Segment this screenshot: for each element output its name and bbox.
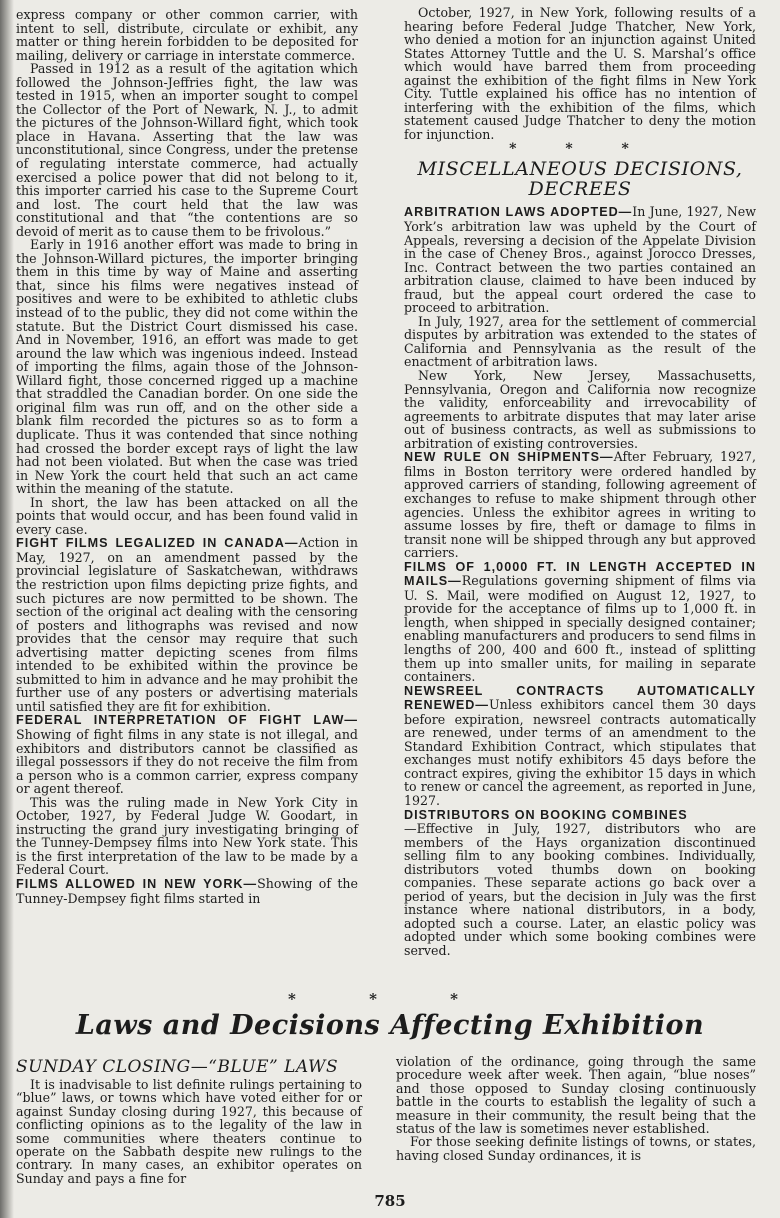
bottom-left-column: [16, 1057, 362, 1185]
section-title: [404, 159, 756, 199]
entry-federal: [16, 713, 358, 795]
sunday-closing-heading: SUNDAY CLOSING—“BLUE” LAWS: [16, 1057, 339, 1077]
main-section-title: Laws and Decisions Affecting Exhibition: [75, 1010, 705, 1041]
paragraph: Early in 1916 another effort was made to bring in the Johnson-Willard pictures, the importer bringing them in this time by way of Maine and asserting that, since his films were negatives instead of positives and were to be exhibited to athletic clubs instead of to the public, they did not come within the statute. But the District Court dismissed his case. And in November, 1916, an effort was made to get around the law which was ingenious indeed. Instead of importing the films, again those of the Johnson-Willard fight, those concerned rigged up a machine that straddled the Canadian border. On one side the original film was run off, and on the other side a blank film recorded the pictures so as to form a duplicate. Thus it was contended that since nothing had crossed the border except rays of light the law had not been violated. But when the case was tried in New York the court held that such an act came within the meaning of the statute.: [16, 237, 358, 497]
paragraph: This was the ruling made in New York City in October, 1927, by Federal Judge W. Goodart, in instructing the grand jury investigating bringing of the Tunney-Dempsey films into New York state. This is the first interpretation of the law to be made by a Federal Court.: [16, 794, 358, 878]
left-column: [16, 8, 358, 905]
paragraph: express company or other common carrier, with intent to sell, distribute, circulate or exhibit, any matter or thing herein forbidden to be deposited for mailing, delivery or carriage in interstate commerce.: [16, 7, 358, 63]
entry-canada: [16, 536, 358, 713]
paragraph: New York, New Jersey, Massachusetts, Pennsylvania, Oregon and California now recognize the validity, enforceability and irrevocability of agreements to arbitrate disputes that may later arise out of business contracts, as well as submissions to arbitration of existing controversies.: [404, 368, 756, 451]
entry-newsreel: [404, 684, 756, 808]
paragraph: Passed in 1912 as a result of the agitation which followed the Johnson-Jeffries fight, the law was tested in 1915, when an importer sought to compel the Collector of the Port of Newark, N. J., to admit the pictures of the Johnson-Willard fight, which took place in Havana. Asserting that the law was unconstitutional, since Congress, under the pretense of regulating interstate commerce, had actually exercised a police power that did not belong to it, this importer carried his case to the Supreme Court and lost. The court held that the law was constitutional and that “the contentions are so devoid of merit as to cause them to be frivolous.”: [16, 61, 358, 239]
entry-films-mail: [404, 560, 756, 684]
paragraph: It is inadvisable to list definite rulings pertaining to “blue” laws, or towns which have voted either for or against Sunday closing during 1927, this because of conflicting opinions as to the legality of the law in some communities where theaters continue to operate on the Sabbath despite new rulings to the contrary. In many cases, an exhibitor operates on Sunday and pays a fine for: [16, 1077, 362, 1186]
entry-text: Showing of fight films in any state is not illegal, and exhibitors and distributors cannot be classified as illegal possessors if they do not receive the film from a person who is a common carrier, express company or agent thereof.: [16, 726, 358, 797]
entry-text: Unless exhibitors cancel them 30 days before expiration, newsreel contracts automatically are renewed, under terms of an amendment to the Standard Exhibition Contract, which stipulates that exchanges must notify exhibitors 45 days before the contract expires, giving the exhibitor 15 days in which to renew or cancel the agreement, as reported in June, 1927.: [404, 697, 756, 808]
entry-distributors: [404, 808, 756, 958]
entry-text: In June, 1927, New York’s arbitration law was upheld by the Court of Appeals, reversing a decision of the Appelate Division in the case of Cheney Bros., against Jorocco Dresses, Inc. Contract between the two parties contained an arbitration clause, claimed to have been induced by fraud, but the appeal court ordered the case to proceed to arbitration.: [404, 204, 756, 316]
paragraph: For those seeking definite listings of towns, or states, having closed Sunday ordinances, it is: [396, 1134, 756, 1163]
entry-shipments: [404, 450, 756, 559]
main-divider-stars: * * *: [288, 990, 492, 1008]
entry-new-york: [16, 877, 358, 905]
section-title-line: MISCELLANEOUS DECISIONS,: [417, 158, 743, 181]
paragraph: In July, 1927, area for the settlement of commercial disputes by arbitration was extended to the states of California and Pennsylvania as the result of the enactment of arbitration laws.: [404, 313, 756, 370]
entry-heading: FILMS ALLOWED IN NEW YORK—: [16, 877, 258, 891]
page-number: 785: [374, 1192, 406, 1210]
right-column: [404, 6, 756, 958]
section-title-line: DECREES: [528, 178, 632, 201]
bottom-right-column: [396, 1055, 756, 1162]
entry-text: After February, 1927, films in Boston territory were ordered handled by approved carriers of standing, following agreement of exchanges to refuse to make shipment through other agencies. Unless the exhibitor agrees in writing to assume losses by fire, theft or damage to films in transit none will be shipped through any but approved carriers.: [404, 449, 757, 561]
section-divider-stars: * * *: [509, 141, 651, 158]
entry-text: —Effective in July, 1927, distributors who are members of the Hays organization discontinued selling film to any booking combines. Individually, distributors voted thumbs down on booking companies. These separate actions go back over a period of years, but the decision in July was the first instance where national distributors, in a body, adopted such a course. Later, an elastic policy was adopted under which some booking combines were served.: [404, 821, 756, 958]
entry-text: Action in May, 1927, on an amendment passed by the provincial legislature of Saskatchewan, withdraws the restriction upon films depicting prize fights, and such pictures are now permitted to be shown. The section of the original act dealing with the censoring of posters and lithographs was revised and now provides that the censor may require that such advertising matter depicting scenes from films intended to be exhibited within the province be submitted to him in advance and he may prohibit the further use of any posters or advertising materials until satisfied they are fit for exhibition.: [16, 535, 358, 714]
entry-heading: FEDERAL INTERPRETATION OF FIGHT LAW—: [16, 713, 358, 728]
entry-arbitration: [404, 205, 756, 314]
entry-heading: NEWSREEL CONTRACTS AUTOMATICALLY RENEWED—: [404, 683, 756, 713]
entry-heading: FIGHT FILMS LEGALIZED IN CANADA—: [16, 536, 299, 551]
entry-text: Showing of the Tunney-Dempsey fight films started in: [16, 876, 358, 906]
entry-heading: DISTRIBUTORS ON BOOKING COMBINES: [404, 807, 688, 822]
paragraph: In short, the law has been attacked on all the points that would occur, and has been found valid in every case.: [16, 494, 358, 537]
entry-heading: ARBITRATION LAWS ADOPTED—: [404, 205, 633, 220]
entry-heading: FILMS OF 1,0000 FT. IN LENGTH ACCEPTED IN MAILS—: [404, 559, 756, 589]
paragraph: violation of the ordinance, going through the same procedure week after week. Then again, “blue noses” and those opposed to Sunday closing continuously battle in the courts to establish the legality of such a measure in their community, the result being that the status of the law is sometimes never established.: [396, 1054, 756, 1137]
paragraph: October, 1927, in New York, following results of a hearing before Federal Judge Thatcher, New York, who denied a motion for an injunction against United States Attorney Tuttle and the U. S. Marshal’s office which would have barred them from proceeding against the exhibition of the fight films in New York City. Tuttle explained his office has no intention of interfering with the exhibition of the films, which statement caused Judge Thatcher to deny the motion for injunction.: [404, 5, 756, 142]
entry-heading: NEW RULE ON SHIPMENTS—: [404, 450, 614, 465]
entry-text: Regulations governing shipment of films via U. S. Mail, were modified on August 12, 1927, to provide for the acceptance of films up to 1,000 ft. in length, when shipped in specially designed container; enabling manufacturers and producers to send films in lengths of 200, 400 and 600 ft., instead of splitting them up into smaller units, for mailing in separate containers.: [404, 573, 756, 685]
